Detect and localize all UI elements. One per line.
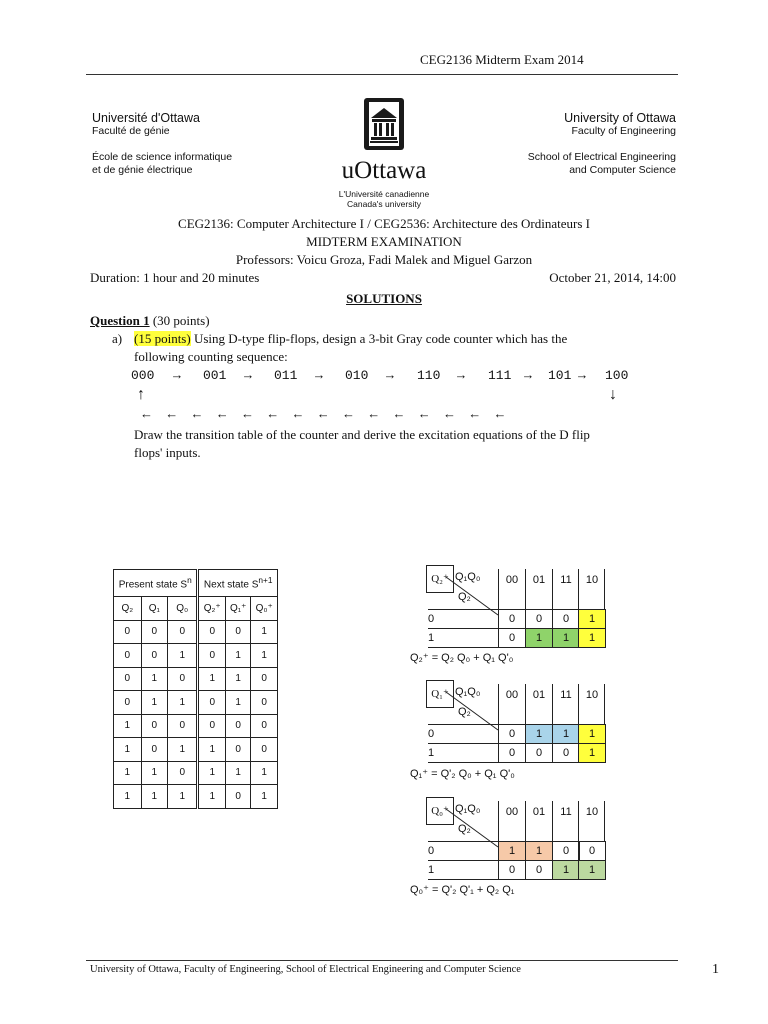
table-cell: 0 [168,667,198,691]
sequence-arrow: → [578,368,586,383]
kmap-cell: 1 [552,628,580,648]
table-cell: 0 [141,644,167,668]
kmap-cell: 1 [552,724,580,744]
sequence-down-arrow: ↓ [609,386,617,403]
question-1a-points: (15 points) [134,331,191,346]
header-right-school-2: and Computer Science [569,164,676,176]
kmap-cell: 0 [525,743,553,763]
table-cell: 1 [198,738,226,762]
footer-text: University of Ottawa, Faculty of Engineering, School of Electrical Engineering and Computer Science [90,964,521,975]
sequence-state: 010 [345,368,369,383]
sequence-state: 100 [605,368,629,383]
date-line: October 21, 2014, 14:00 [549,270,676,285]
sequence-state: 101 [548,368,572,383]
kmap-row-variable: Q₂ [458,706,471,718]
header-left-block [92,112,232,177]
kmap-row-variable: Q₂ [458,591,471,603]
table-cell: 1 [251,761,278,785]
table-cell: 0 [226,738,251,762]
column-header: Q₁ [141,597,167,621]
question-1a-text-line-2: following counting sequence: [134,349,288,364]
sequence-return-arrows: ← ← ← ← ← ← ← ← ← ← ← ← ← ← ← [140,406,507,421]
kmap-cell: 1 [578,724,606,744]
table-cell: 1 [141,785,167,809]
header-right-university: University of Ottawa [564,111,676,125]
table-cell: 0 [114,620,142,644]
table-row [114,714,278,738]
kmap-column-header: 00 [498,684,525,724]
kmap-cell: 0 [498,743,526,763]
professors-line: Professors: Voicu Groza, Fadi Malek and Miguel Garzon [235,252,533,267]
header-right-school-1: School of Electrical Engineering [527,151,676,163]
kmap-row-variable: Q₂ [458,823,471,835]
column-header: Q₀⁺ [251,597,278,621]
table-cell: 0 [168,620,198,644]
sequence-arrow: → [244,368,252,383]
kmap-cell: 1 [578,628,606,648]
table-cell: 0 [141,738,167,762]
column-header: Q₂⁺ [198,597,226,621]
kmap-column-header: 01 [525,801,552,841]
kmap-cell: 0 [498,724,526,744]
question-1a-instruction-1: Draw the transition table of the counter and derive the excitation equations of the D flip [134,427,590,442]
next-state-header: Next state $S^{n+1}$ [198,570,278,597]
kmap-column-header: 11 [552,569,579,609]
question-1-title: Question 1 [90,313,150,328]
table-cell: 0 [198,620,226,644]
kmap-column-variable: Q₁Q₀ [455,803,481,815]
university-building-icon [360,98,408,150]
kmap-cell: 0 [578,841,606,861]
sequence-state: 011 [274,368,298,383]
kmap-row-value: 0 [428,724,498,743]
kmap-cell: 1 [578,860,606,880]
header-left-school-2: et de génie électrique [92,164,193,176]
gray-code-sequence [0,368,768,386]
table-row [114,620,278,644]
exam-title: CEG2136 Midterm Exam 2014 [420,52,584,67]
table-cell: 1 [226,644,251,668]
table-cell: 1 [198,761,226,785]
kmap-column-header: 11 [552,801,579,841]
table-cell: 1 [226,761,251,785]
kmap [426,680,616,762]
question-1a-instruction-2: flops' inputs. [134,445,201,460]
table-row [114,644,278,668]
course-line: CEG2136: Computer Architecture I / CEG2536: Architecture des Ordinateurs I [178,216,590,231]
table-cell: 1 [168,644,198,668]
kmap-output-label: Q₀⁺ [426,797,454,825]
table-cell: 0 [226,620,251,644]
table-row [114,691,278,715]
column-header: Q₀ [168,597,198,621]
table-cell: 0 [198,691,226,715]
table-cell: 0 [141,620,167,644]
sequence-arrow: → [457,368,465,383]
table-cell: 1 [114,714,142,738]
table-cell: 1 [168,785,198,809]
table-cell: 0 [141,714,167,738]
kmap-row-value: 1 [428,628,498,648]
kmap-output-label: Q₁⁺ [426,680,454,708]
table-row [114,761,278,785]
table-cell: 0 [226,714,251,738]
sequence-arrow: → [173,368,181,383]
kmap [426,797,616,879]
kmap-cell: 0 [498,609,526,629]
kmap-column-header: 10 [578,569,605,609]
kmap-border [604,801,605,841]
kmap-column-header: 11 [552,684,579,724]
table-cell: 0 [251,691,278,715]
kmap-row-value: 1 [428,743,498,763]
table-cell: 1 [226,667,251,691]
kmap-row-value: 0 [428,609,498,628]
sequence-state: 110 [417,368,441,383]
logo-wordmark: uOttawa [341,157,427,184]
kmap-cell: 0 [525,860,553,880]
kmap-border [604,569,605,609]
transition-table-body [114,620,278,808]
kmap-row-value: 1 [428,860,498,880]
page-number: 1 [712,962,719,977]
kmap-column-header: 01 [525,684,552,724]
table-row [114,785,278,809]
kmap-output-label: Q₂⁺ [426,565,454,593]
sequence-arrow: → [315,368,323,383]
kmap-cell: 0 [552,609,580,629]
duration-line: Duration: 1 hour and 20 minutes [90,270,260,285]
sequence-state: 000 [131,368,155,383]
logo-tagline-fr: L'Université canadienne [338,189,430,199]
table-cell: 1 [114,738,142,762]
exam-type-line: MIDTERM EXAMINATION [306,234,462,249]
kmap-column-header: 01 [525,569,552,609]
uottawa-logo [330,98,438,209]
question-1-points: (30 points) [152,313,210,328]
kmap-cell: 1 [525,628,553,648]
table-cell: 0 [251,738,278,762]
kmap-cell: 1 [578,743,606,763]
table-cell: 1 [198,785,226,809]
kmap-column-header: 00 [498,801,525,841]
question-1a-text-line-1 [134,331,567,347]
table-cell: 1 [141,761,167,785]
table-cell: 0 [114,667,142,691]
table-cell: 0 [168,761,198,785]
table-cell: 1 [251,620,278,644]
kmap-cell: 1 [498,841,526,861]
kmap-cell: 1 [578,609,606,629]
kmap-cell: 0 [552,743,580,763]
kmap-cell: 0 [525,609,553,629]
kmap-cell: 1 [552,860,580,880]
table-cell: 1 [168,691,198,715]
kmap-column-header: 10 [578,684,605,724]
column-header: Q₁⁺ [226,597,251,621]
logo-tagline-en: Canada's university [347,199,421,209]
kmap-column-variable: Q₁Q₀ [455,571,481,583]
kmap-column-variable: Q₁Q₀ [455,686,481,698]
footer-rule [86,960,678,961]
kmap-column-header: 10 [578,801,605,841]
table-cell: 0 [251,667,278,691]
question-1-heading [90,313,210,329]
column-header: Q₂ [114,597,142,621]
header-right-block [528,112,676,177]
table-row [114,738,278,762]
sequence-arrow: → [524,368,532,383]
table-cell: 0 [168,714,198,738]
sequence-up-arrow: ↑ [137,386,145,403]
question-1a-label: a) [112,331,123,346]
transition-table [113,569,278,809]
present-state-header: Present state $S^n$ [114,570,198,597]
kmap-row-value: 0 [428,841,498,860]
header-right-faculty: Faculty of Engineering [571,125,676,137]
table-cell: 0 [198,644,226,668]
kmap-cell: 1 [525,724,553,744]
kmap-cell: 0 [498,860,526,880]
kmap-column-header: 00 [498,569,525,609]
header-left-university: Université d'Ottawa [92,111,200,125]
table-cell: 0 [198,714,226,738]
sequence-state: 111 [488,368,512,383]
kmap-cell: 1 [525,841,553,861]
kmap [426,565,616,647]
table-cell: 0 [226,785,251,809]
top-rule [86,74,678,75]
table-cell: 0 [114,644,142,668]
solutions-heading: SOLUTIONS [346,291,422,306]
sequence-arrow: → [386,368,394,383]
table-cell: 1 [168,738,198,762]
table-cell: 1 [141,691,167,715]
table-row [114,667,278,691]
excitation-equation: Q₁⁺ = Q'₂ Q₀ + Q₁ Q'₀ [410,768,515,780]
table-cell: 1 [114,785,142,809]
sequence-state: 001 [203,368,227,383]
excitation-equation: Q₂⁺ = Q₂ Q₀ + Q₁ Q'₀ [410,652,514,664]
table-cell: 1 [114,761,142,785]
header-left-faculty: Faculté de génie [92,125,170,137]
table-cell: 0 [114,691,142,715]
table-cell: 1 [226,691,251,715]
header-left-school-1: École de science informatique [92,151,233,163]
kmap-cell: 0 [552,841,580,861]
table-cell: 0 [251,714,278,738]
table-cell: 1 [251,785,278,809]
table-cell: 1 [198,667,226,691]
table-cell: 1 [141,667,167,691]
question-1a-text: Using D-type flip-flops, design a 3-bit Gray code counter which has the [190,331,568,346]
kmap-border [604,684,605,724]
kmap-cell: 0 [498,628,526,648]
table-cell: 1 [251,644,278,668]
excitation-equation: Q₀⁺ = Q'₂ Q'₁ + Q₂ Q₁ [410,884,515,896]
